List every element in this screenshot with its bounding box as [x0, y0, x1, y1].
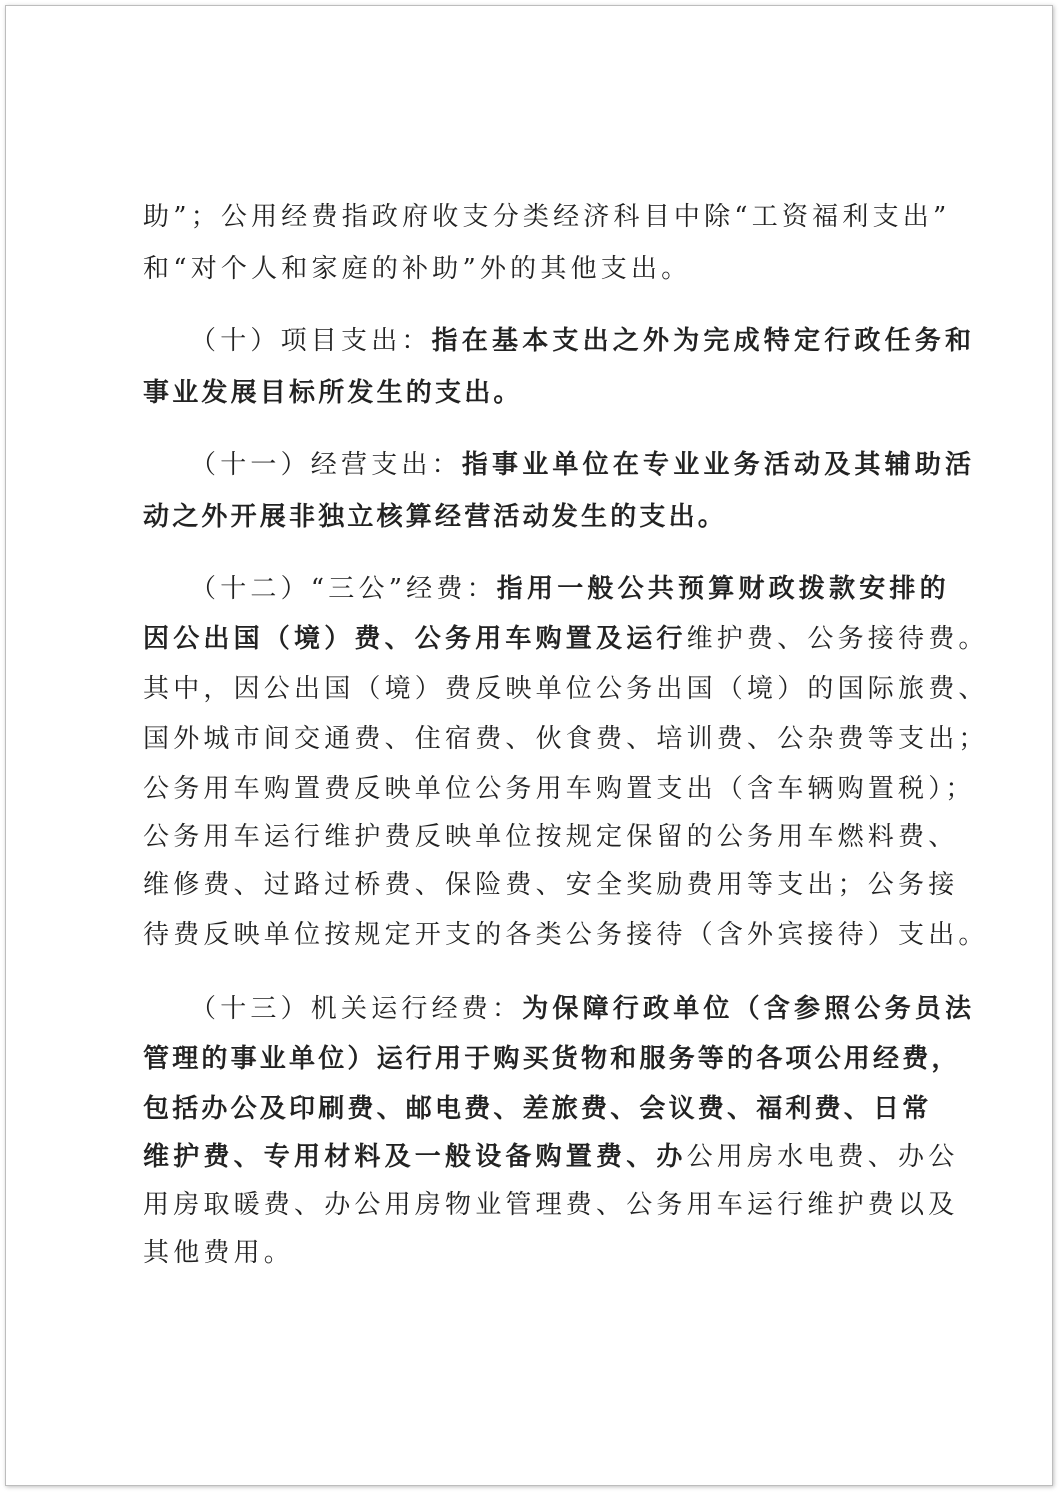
text-segment: 公务用车购置费反映单位公务用车购置支出（含车辆购置税）； — [143, 774, 976, 804]
text-segment: 指事业单位在专业业务活动及其辅助活 — [461, 450, 976, 480]
text-segment: 包括办公及印刷费、邮电费、差旅费、会议费、福利费、日常 — [143, 1094, 932, 1124]
section-heading: （十三）机关运行经费： — [190, 994, 523, 1024]
text-segment: 因公出国（境）费、公务用车购置及运行 — [143, 624, 687, 654]
section-heading-line — [190, 572, 990, 606]
text-line — [143, 1188, 959, 1222]
text-line — [143, 868, 959, 902]
text-segment: 管理的事业单位）运行用于购买货物和服务等的各项公用经费， — [143, 1044, 961, 1074]
section-heading-line — [190, 324, 990, 358]
text-segment: 为保障行政单位（含参照公务员法 — [522, 994, 976, 1024]
text-line — [143, 252, 943, 286]
text-segment: 维护费、公务接待费。 — [686, 624, 989, 654]
text-line — [143, 1092, 943, 1126]
text-segment: 公务用车运行维护费反映单位按规定保留的公务用车燃料费、 — [143, 822, 959, 852]
text-line — [143, 820, 959, 854]
text-line — [143, 1042, 961, 1076]
text-segment: 和“对个人和家庭的补助”外的其他支出。 — [143, 254, 692, 284]
section-heading-line — [190, 448, 990, 482]
text-segment: 动之外开展非独立核算经营活动发生的支出。 — [143, 502, 728, 532]
text-segment: 公用房水电费、办公 — [686, 1142, 959, 1172]
text-segment: 维修费、过路过桥费、保险费、安全奖励费用等支出；公务接 — [143, 870, 959, 900]
text-segment: 指在基本支出之外为完成特定行政任务和 — [431, 326, 976, 356]
text-line — [143, 1236, 943, 1270]
text-segment: 助”；公用经费指政府收支分类经济科目中除“工资福利支出” — [143, 202, 951, 232]
text-line — [143, 722, 989, 756]
text-line — [143, 772, 976, 806]
text-line — [143, 622, 989, 656]
section-heading: （十）项目支出： — [190, 326, 432, 356]
text-segment: 国外城市间交通费、住宿费、伙食费、培训费、公杂费等支出； — [143, 724, 989, 754]
text-segment: 指用一般公共预算财政拨款安排的 — [496, 574, 950, 604]
section-heading-line — [190, 992, 990, 1026]
section-heading: （十一）经营支出： — [190, 450, 462, 480]
text-line — [143, 500, 943, 534]
text-segment: 事业发展目标所发生的支出。 — [143, 378, 523, 408]
text-line — [143, 376, 943, 410]
text-segment: 用房取暖费、办公用房物业管理费、公务用车运行维护费以及 — [143, 1190, 959, 1220]
text-segment: 其他费用。 — [143, 1238, 295, 1268]
text-segment: 其中，因公出国（境）费反映单位公务出国（境）的国际旅费、 — [143, 674, 989, 704]
text-line — [143, 1140, 959, 1174]
text-segment: 待费反映单位按规定开支的各类公务接待（含外宾接待）支出。 — [143, 920, 989, 950]
text-line — [143, 918, 989, 952]
text-segment: 维护费、专用材料及一般设备购置费、办 — [143, 1142, 687, 1172]
text-line — [143, 200, 951, 234]
text-line — [143, 672, 989, 706]
section-heading: （十二）“三公”经费： — [190, 574, 497, 604]
